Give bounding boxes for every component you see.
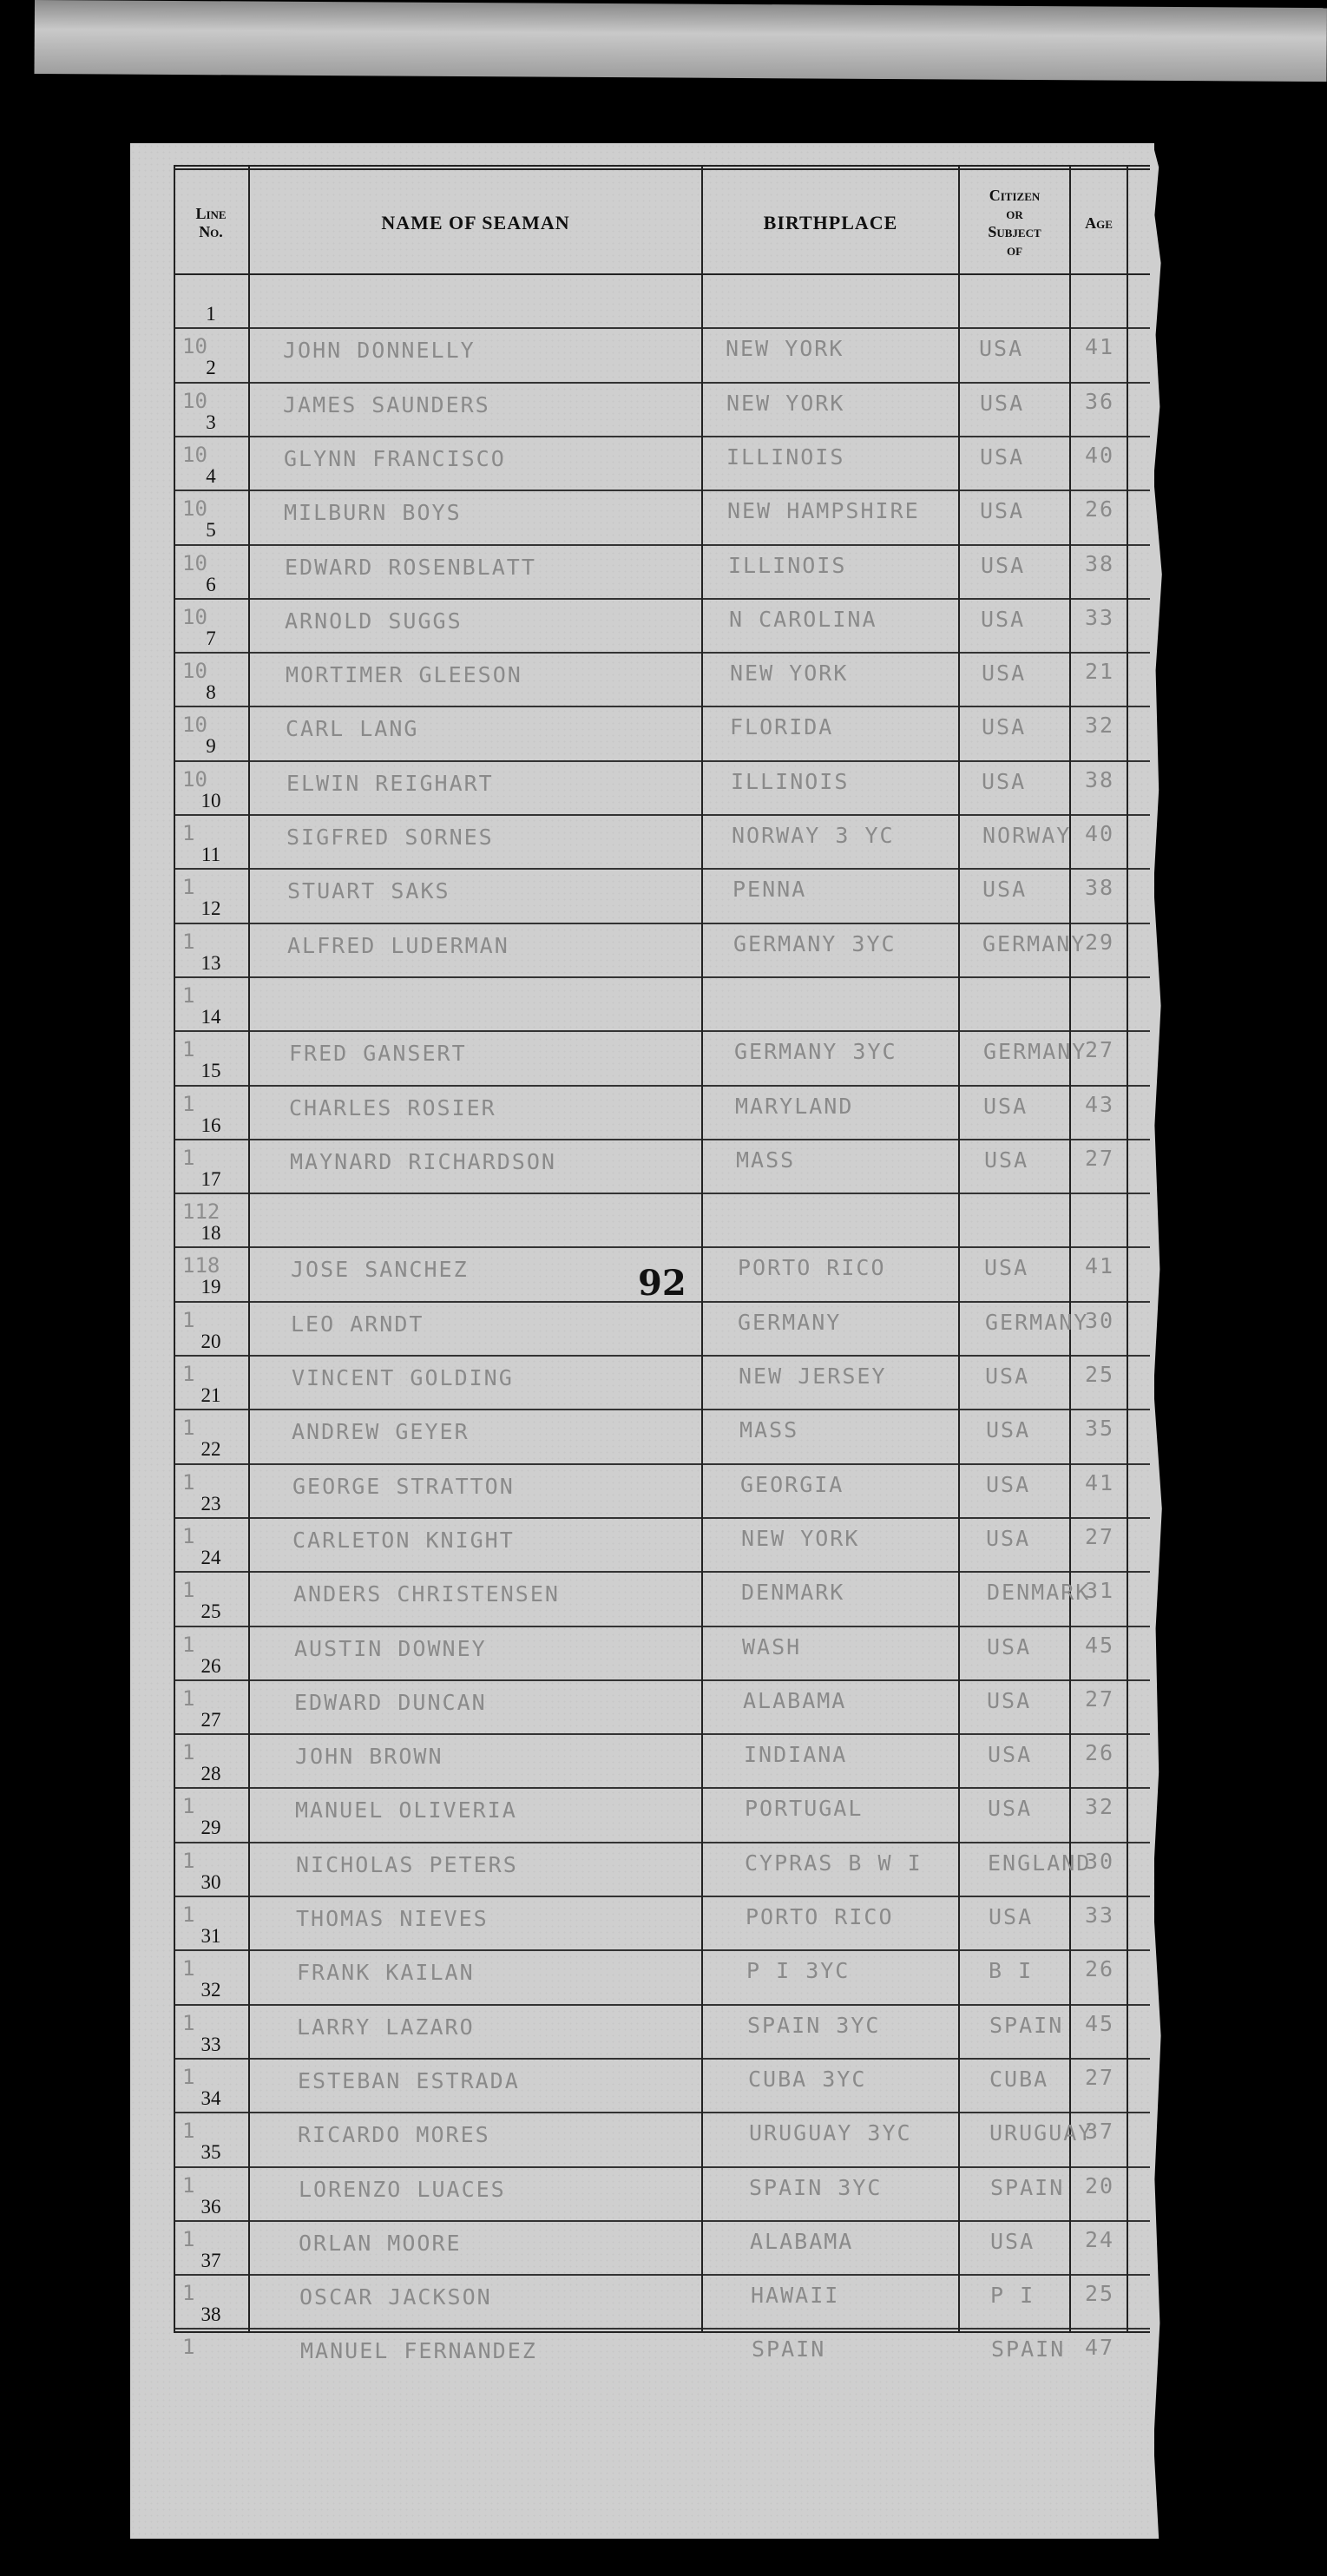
citizen-value: GERMANY bbox=[982, 931, 1087, 956]
column-rule bbox=[958, 165, 960, 2331]
citizen-value: SPAIN bbox=[991, 2336, 1066, 2362]
line-tally-mark: 1 bbox=[182, 1416, 195, 1440]
line-tally-mark: 1 bbox=[182, 2065, 195, 2089]
age-value: 24 bbox=[1085, 2227, 1115, 2252]
birthplace-value: ILLINOIS bbox=[726, 444, 845, 470]
birthplace-value: GERMANY 3YC bbox=[734, 1039, 897, 1064]
line-number: 30 bbox=[200, 1871, 221, 1893]
row-rule bbox=[174, 2166, 1150, 2168]
table-top-rule-2 bbox=[174, 168, 1150, 170]
age-value: 37 bbox=[1085, 2119, 1115, 2144]
header-birthplace: BIRTHPLACE bbox=[763, 212, 898, 233]
line-number: 32 bbox=[200, 1979, 221, 2001]
header-line-no: Line No. bbox=[195, 205, 227, 240]
line-tally-mark: 10 bbox=[182, 443, 207, 467]
birthplace-value: NORWAY 3 YC bbox=[732, 823, 895, 848]
line-number: 22 bbox=[200, 1438, 221, 1460]
seaman-name: LORENZO LUACES bbox=[299, 2177, 506, 2202]
line-number: 23 bbox=[200, 1493, 221, 1515]
birthplace-value: GERMANY 3YC bbox=[733, 931, 897, 956]
citizen-value: DENMARK bbox=[987, 1580, 1091, 1605]
seaman-name: CARLETON KNIGHT bbox=[292, 1528, 515, 1553]
line-tally-mark: 1 bbox=[182, 1956, 195, 1981]
citizen-value: USA bbox=[988, 1796, 1033, 1821]
birthplace-value: PORTO RICO bbox=[746, 1904, 894, 1929]
line-number: 8 bbox=[206, 681, 216, 703]
row-rule bbox=[174, 2112, 1150, 2113]
seaman-name: JOSE SANCHEZ bbox=[291, 1257, 469, 1282]
row-rule bbox=[174, 598, 1150, 600]
birthplace-value: MARYLAND bbox=[735, 1094, 854, 1119]
line-number: 9 bbox=[206, 735, 216, 757]
age-value: 45 bbox=[1085, 1633, 1115, 1658]
citizen-value: GERMANY bbox=[985, 1310, 1089, 1335]
citizen-value: USA bbox=[984, 1255, 1029, 1280]
row-rule bbox=[174, 868, 1150, 870]
birthplace-value: INDIANA bbox=[744, 1742, 848, 1767]
row-rule bbox=[174, 2328, 1150, 2330]
birthplace-value: WASH bbox=[742, 1634, 802, 1659]
row-rule bbox=[174, 1949, 1150, 1951]
birthplace-value: CUBA 3YC bbox=[748, 2067, 867, 2092]
row-rule bbox=[174, 814, 1150, 816]
seaman-name: VINCENT GOLDING bbox=[292, 1365, 514, 1390]
line-number: 20 bbox=[200, 1331, 221, 1352]
line-number: 13 bbox=[200, 952, 221, 974]
age-value: 30 bbox=[1085, 1849, 1115, 1874]
age-value: 41 bbox=[1085, 1470, 1115, 1495]
row-rule bbox=[174, 1409, 1150, 1410]
age-value: 27 bbox=[1085, 2065, 1115, 2090]
citizen-value: USA bbox=[982, 877, 1028, 902]
row-rule bbox=[174, 1571, 1150, 1573]
scanner-edge-strip bbox=[34, 0, 1326, 82]
seaman-name: EDWARD ROSENBLATT bbox=[285, 555, 536, 580]
seaman-name: MILBURN BOYS bbox=[284, 500, 462, 525]
line-number: 28 bbox=[200, 1763, 221, 1784]
line-tally-mark: 1 bbox=[182, 2119, 195, 2143]
age-value: 31 bbox=[1085, 1578, 1115, 1603]
birthplace-value: PENNA bbox=[732, 877, 807, 902]
birthplace-value: SPAIN 3YC bbox=[747, 2013, 881, 2038]
citizen-value: GERMANY bbox=[983, 1039, 1087, 1064]
line-number: 1 bbox=[206, 303, 216, 325]
line-number: 11 bbox=[200, 844, 221, 865]
line-tally-mark: 1 bbox=[182, 1686, 195, 1711]
line-tally-mark: 1 bbox=[182, 1794, 195, 1818]
citizen-value: USA bbox=[981, 607, 1026, 632]
birthplace-value: CYPRAS B W I bbox=[745, 1850, 923, 1876]
seaman-name: JOHN BROWN bbox=[295, 1744, 443, 1769]
line-tally-mark: 1 bbox=[182, 821, 195, 845]
birthplace-value: MASS bbox=[739, 1417, 799, 1442]
citizen-value: NORWAY bbox=[982, 823, 1072, 848]
header-age: Age bbox=[1085, 214, 1113, 232]
line-number: 4 bbox=[206, 465, 216, 487]
row-rule bbox=[174, 1517, 1150, 1519]
age-value: 29 bbox=[1085, 930, 1115, 955]
line-number: 3 bbox=[206, 411, 216, 433]
row-rule bbox=[174, 490, 1150, 491]
seaman-name: LARRY LAZARO bbox=[297, 2014, 475, 2040]
row-rule bbox=[174, 327, 1150, 329]
birthplace-value: DENMARK bbox=[741, 1580, 845, 1605]
seaman-name: GLYNN FRANCISCO bbox=[284, 446, 506, 471]
age-value: 32 bbox=[1085, 1794, 1115, 1819]
age-value: 35 bbox=[1085, 1416, 1115, 1441]
birthplace-value: ILLINOIS bbox=[728, 553, 847, 578]
birthplace-value: P I 3YC bbox=[746, 1958, 851, 1983]
line-number: 12 bbox=[200, 897, 221, 919]
citizen-value: SPAIN bbox=[989, 2013, 1064, 2038]
line-number: 29 bbox=[200, 1817, 221, 1838]
birthplace-value: PORTUGAL bbox=[745, 1796, 864, 1821]
seaman-name: LEO ARNDT bbox=[291, 1311, 424, 1337]
citizen-value: USA bbox=[982, 660, 1027, 686]
line-number: 14 bbox=[200, 1006, 221, 1028]
line-tally-mark: 1 bbox=[182, 1849, 195, 1873]
citizen-value: USA bbox=[987, 1634, 1032, 1659]
seaman-name: MAYNARD RICHARDSON bbox=[290, 1149, 556, 1174]
line-tally-mark: 1 bbox=[182, 1092, 195, 1116]
line-tally-mark: 1 bbox=[182, 1633, 195, 1657]
age-value: 32 bbox=[1085, 713, 1115, 738]
birthplace-value: NEW YORK bbox=[726, 391, 845, 416]
line-tally-mark: 1 bbox=[182, 1524, 195, 1548]
seaman-name: MANUEL OLIVERIA bbox=[295, 1797, 517, 1823]
row-rule bbox=[174, 2058, 1150, 2060]
line-number: 15 bbox=[200, 1060, 221, 1081]
seaman-name: NICHOLAS PETERS bbox=[296, 1852, 518, 1877]
line-number: 2 bbox=[206, 357, 216, 378]
header-citizen: Citizen or Subject of bbox=[988, 187, 1041, 259]
seaman-name: ESTEBAN ESTRADA bbox=[298, 2068, 520, 2093]
table-top-rule bbox=[174, 165, 1150, 167]
age-value: 40 bbox=[1085, 443, 1115, 468]
line-tally-mark: 1 bbox=[182, 930, 195, 954]
line-tally-mark: 1 bbox=[182, 2281, 195, 2305]
citizen-value: B I bbox=[989, 1958, 1034, 1983]
line-number: 24 bbox=[200, 1547, 221, 1568]
line-number: 17 bbox=[200, 1168, 221, 1190]
row-rule bbox=[174, 1679, 1150, 1681]
citizen-value: USA bbox=[990, 2229, 1035, 2254]
seaman-name: MORTIMER GLEESON bbox=[286, 662, 522, 687]
citizen-value: USA bbox=[982, 769, 1027, 794]
seaman-name: GEORGE STRATTON bbox=[292, 1474, 515, 1499]
row-rule bbox=[174, 1030, 1150, 1032]
row-rule bbox=[174, 1626, 1150, 1627]
age-value: 47 bbox=[1085, 2335, 1115, 2360]
birthplace-value: ALABAMA bbox=[750, 2229, 854, 2254]
line-number: 33 bbox=[200, 2034, 221, 2055]
birthplace-value: FLORIDA bbox=[730, 714, 834, 739]
line-tally-mark: 1 bbox=[182, 1308, 195, 1332]
line-tally-mark: 1 bbox=[182, 1146, 195, 1170]
birthplace-value: NEW JERSEY bbox=[739, 1364, 887, 1389]
birthplace-value: ILLINOIS bbox=[731, 769, 850, 794]
seaman-name: ALFRED LUDERMAN bbox=[287, 933, 509, 958]
age-value: 38 bbox=[1085, 767, 1115, 792]
citizen-value: USA bbox=[982, 714, 1027, 739]
age-value: 38 bbox=[1085, 551, 1115, 576]
birthplace-value: NEW YORK bbox=[730, 660, 849, 686]
age-value: 27 bbox=[1085, 1686, 1115, 1712]
seaman-name: AUSTIN DOWNEY bbox=[294, 1636, 487, 1661]
citizen-value: USA bbox=[987, 1688, 1032, 1713]
seaman-name: ELWIN REIGHART bbox=[286, 771, 494, 796]
age-value: 26 bbox=[1085, 1956, 1115, 1981]
line-number: 35 bbox=[200, 2141, 221, 2163]
line-number: 34 bbox=[200, 2087, 221, 2109]
line-tally-mark: 1 bbox=[182, 2011, 195, 2035]
column-rule bbox=[1127, 165, 1128, 2331]
age-value: 21 bbox=[1085, 659, 1115, 684]
citizen-value: USA bbox=[986, 1472, 1031, 1497]
age-value: 40 bbox=[1085, 821, 1115, 846]
row-rule bbox=[174, 544, 1150, 546]
birthplace-value: NEW YORK bbox=[726, 336, 844, 361]
birthplace-value: NEW HAMPSHIRE bbox=[727, 498, 920, 523]
line-number: 37 bbox=[200, 2250, 221, 2271]
line-tally-mark: 10 bbox=[182, 605, 207, 629]
age-value: 25 bbox=[1085, 1362, 1115, 1387]
birthplace-value: NEW YORK bbox=[741, 1526, 860, 1551]
citizen-value: URUGUAY bbox=[989, 2120, 1094, 2146]
citizen-value: USA bbox=[985, 1364, 1030, 1389]
row-rule bbox=[174, 652, 1150, 654]
column-rule bbox=[248, 165, 250, 2331]
citizen-value: USA bbox=[980, 498, 1025, 523]
line-tally-mark: 1 bbox=[182, 875, 195, 899]
row-rule bbox=[174, 760, 1150, 762]
age-value: 27 bbox=[1085, 1524, 1115, 1549]
seaman-name: RICARDO MORES bbox=[298, 2122, 490, 2147]
row-rule bbox=[174, 1085, 1150, 1087]
seaman-name: ANDERS CHRISTENSEN bbox=[293, 1581, 560, 1607]
row-rule bbox=[174, 1355, 1150, 1357]
row-rule bbox=[174, 1463, 1150, 1465]
seaman-name: OSCAR JACKSON bbox=[299, 2284, 492, 2310]
row-rule bbox=[174, 2004, 1150, 2006]
seaman-name: MANUEL FERNANDEZ bbox=[300, 2338, 537, 2363]
line-tally-mark: 10 bbox=[182, 659, 207, 683]
age-value: 20 bbox=[1085, 2173, 1115, 2198]
line-tally-mark: 112 bbox=[182, 1199, 220, 1224]
line-tally-mark: 1 bbox=[182, 1578, 195, 1602]
line-tally-mark: 1 bbox=[182, 2173, 195, 2198]
seaman-name: FRED GANSERT bbox=[289, 1041, 467, 1066]
seaman-name: ORLAN MOORE bbox=[299, 2231, 462, 2256]
seaman-name: THOMAS NIEVES bbox=[296, 1906, 489, 1931]
line-tally-mark: 1 bbox=[182, 1902, 195, 1927]
seaman-name: JOHN DONNELLY bbox=[283, 338, 476, 363]
row-rule bbox=[174, 2274, 1150, 2276]
birthplace-value: GEORGIA bbox=[740, 1472, 844, 1497]
header-name: NAME OF SEAMAN bbox=[381, 212, 570, 233]
age-value: 38 bbox=[1085, 875, 1115, 900]
seaman-name: EDWARD DUNCAN bbox=[294, 1690, 487, 1715]
row-rule bbox=[174, 1787, 1150, 1789]
seaman-name: SIGFRED SORNES bbox=[286, 825, 494, 850]
citizen-value: CUBA bbox=[989, 2067, 1049, 2092]
citizen-value: USA bbox=[986, 1526, 1031, 1551]
line-number: 18 bbox=[200, 1222, 221, 1244]
birthplace-value: SPAIN 3YC bbox=[749, 2175, 883, 2200]
citizen-value: USA bbox=[981, 553, 1026, 578]
seaman-name: JAMES SAUNDERS bbox=[283, 392, 490, 417]
column-rule bbox=[1069, 165, 1071, 2331]
seaman-name: STUART SAKS bbox=[287, 878, 450, 904]
age-value: 27 bbox=[1085, 1037, 1115, 1062]
row-rule bbox=[174, 706, 1150, 707]
line-tally-mark: 118 bbox=[182, 1253, 220, 1278]
row-rule bbox=[174, 1246, 1150, 1248]
line-tally-mark: 10 bbox=[182, 334, 207, 358]
citizen-value: USA bbox=[980, 391, 1025, 416]
row-rule bbox=[174, 1842, 1150, 1843]
birthplace-value: HAWAII bbox=[751, 2283, 840, 2308]
age-value: 26 bbox=[1085, 496, 1115, 522]
age-value: 33 bbox=[1085, 605, 1115, 630]
line-tally-mark: 10 bbox=[182, 496, 207, 521]
row-rule bbox=[174, 382, 1150, 384]
birthplace-value: URUGUAY 3YC bbox=[749, 2120, 912, 2146]
row-rule bbox=[174, 1896, 1150, 1897]
birthplace-value: MASS bbox=[736, 1147, 796, 1173]
seaman-name: FRANK KAILAN bbox=[297, 1960, 475, 1985]
line-number: 27 bbox=[200, 1709, 221, 1731]
birthplace-value: PORTO RICO bbox=[738, 1255, 886, 1280]
line-tally-mark: 1 bbox=[182, 1740, 195, 1764]
citizen-value: USA bbox=[983, 1094, 1028, 1119]
seaman-name: ANDREW GEYER bbox=[292, 1419, 470, 1444]
line-tally-mark: 1 bbox=[182, 1470, 195, 1495]
age-value: 41 bbox=[1085, 1253, 1115, 1278]
line-number: 26 bbox=[200, 1655, 221, 1677]
line-number: 25 bbox=[200, 1600, 221, 1622]
line-number: 31 bbox=[200, 1925, 221, 1947]
line-number: 6 bbox=[206, 574, 216, 595]
seaman-name: CHARLES ROSIER bbox=[289, 1095, 496, 1120]
age-value: 27 bbox=[1085, 1146, 1115, 1171]
seaman-name: CARL LANG bbox=[286, 716, 419, 741]
line-number: 21 bbox=[200, 1384, 221, 1406]
row-rule bbox=[174, 1139, 1150, 1140]
birthplace-value: ALABAMA bbox=[743, 1688, 847, 1713]
row-rule bbox=[174, 1193, 1150, 1194]
citizen-value: P I bbox=[990, 2283, 1035, 2308]
row-rule bbox=[174, 2220, 1150, 2222]
line-tally-mark: 1 bbox=[182, 1362, 195, 1386]
age-value: 26 bbox=[1085, 1740, 1115, 1765]
row-rule bbox=[174, 436, 1150, 437]
line-number: 36 bbox=[200, 2196, 221, 2218]
age-value: 36 bbox=[1085, 389, 1115, 414]
seaman-name: ARNOLD SUGGS bbox=[285, 608, 463, 634]
age-value: 33 bbox=[1085, 1902, 1115, 1928]
citizen-value: SPAIN bbox=[990, 2175, 1065, 2200]
line-number: 10 bbox=[200, 790, 221, 812]
table-bottom-rule bbox=[174, 2331, 1150, 2333]
age-value: 30 bbox=[1085, 1308, 1115, 1333]
citizen-value: USA bbox=[980, 444, 1025, 470]
column-rule bbox=[174, 165, 175, 2331]
row-rule bbox=[174, 1733, 1150, 1735]
citizen-value: USA bbox=[984, 1147, 1029, 1173]
line-number: 7 bbox=[206, 628, 216, 649]
age-value: 43 bbox=[1085, 1092, 1115, 1117]
column-rule bbox=[701, 165, 703, 2331]
citizen-value: USA bbox=[986, 1417, 1031, 1442]
row-rule bbox=[174, 976, 1150, 978]
line-number: 16 bbox=[200, 1114, 221, 1136]
line-tally-mark: 1 bbox=[182, 2335, 195, 2359]
header-bottom-rule bbox=[174, 273, 1150, 275]
row-rule bbox=[174, 923, 1150, 924]
birthplace-value: GERMANY bbox=[738, 1310, 842, 1335]
citizen-value: USA bbox=[979, 336, 1024, 361]
line-tally-mark: 1 bbox=[182, 983, 195, 1008]
citizen-value: USA bbox=[988, 1742, 1033, 1767]
line-number: 19 bbox=[200, 1276, 221, 1298]
line-tally-mark: 10 bbox=[182, 551, 207, 575]
age-value: 45 bbox=[1085, 2011, 1115, 2036]
birthplace-value: SPAIN bbox=[752, 2336, 826, 2362]
line-number: 5 bbox=[206, 519, 216, 541]
birthplace-value: N CAROLINA bbox=[729, 607, 877, 632]
line-tally-mark: 10 bbox=[182, 713, 207, 737]
citizen-value: ENGLAND bbox=[988, 1850, 1092, 1876]
line-tally-mark: 10 bbox=[182, 767, 207, 792]
age-value: 41 bbox=[1085, 334, 1115, 359]
citizen-value: USA bbox=[989, 1904, 1034, 1929]
age-value: 25 bbox=[1085, 2281, 1115, 2306]
line-number: 38 bbox=[200, 2303, 221, 2325]
line-tally-mark: 10 bbox=[182, 389, 207, 413]
page-stamp-number: 92 bbox=[638, 1263, 686, 1304]
line-tally-mark: 1 bbox=[182, 1037, 195, 1061]
line-tally-mark: 1 bbox=[182, 2227, 195, 2251]
